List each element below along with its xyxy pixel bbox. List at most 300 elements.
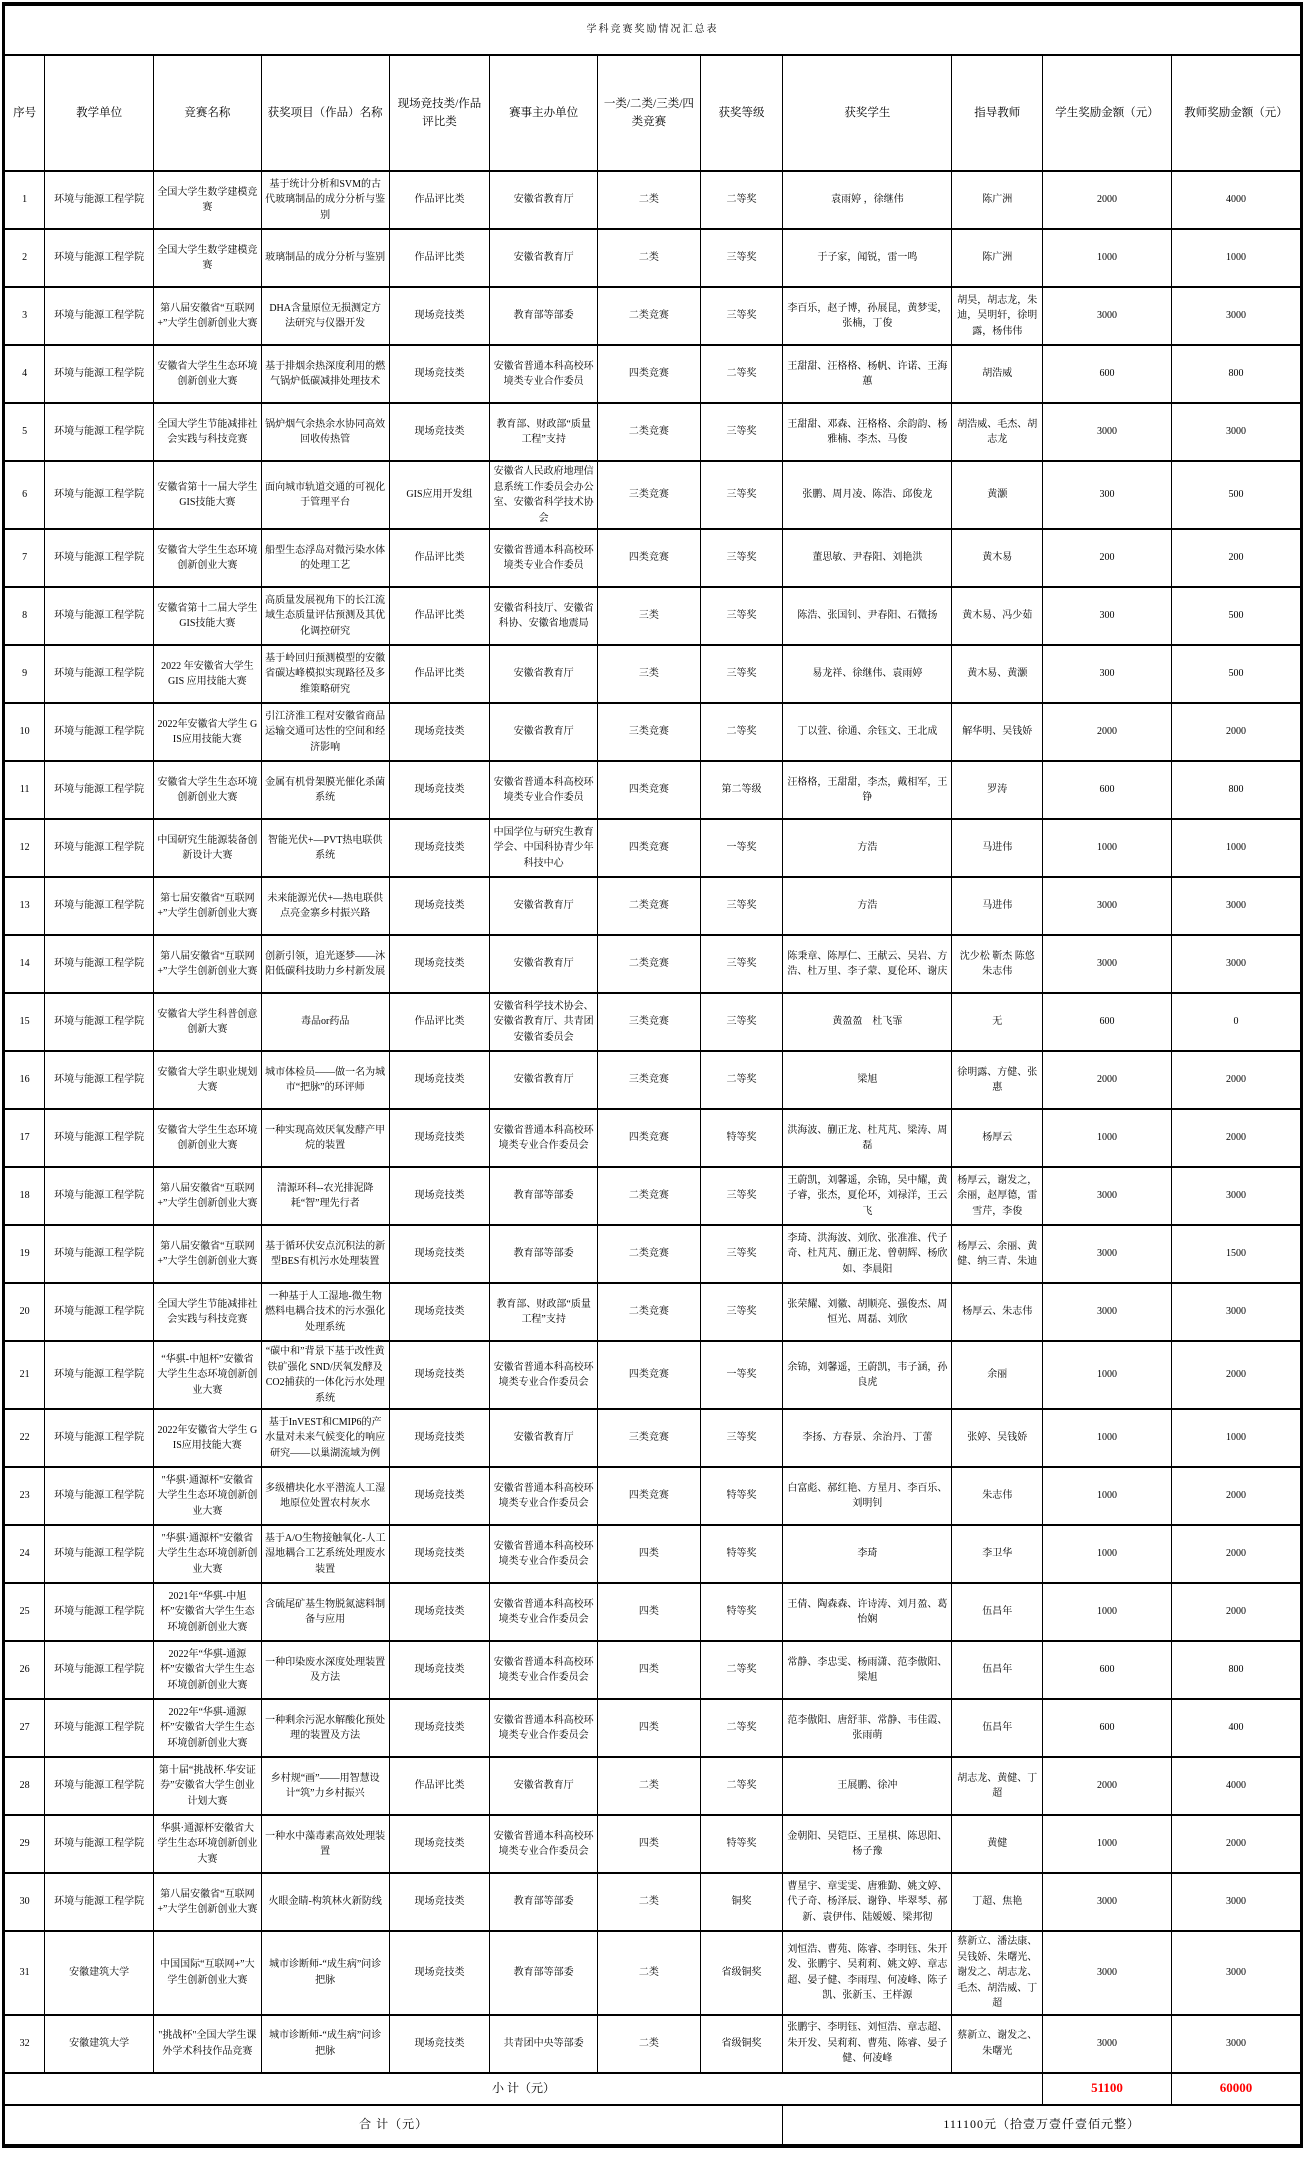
cell-student-amount: 2000: [1043, 1051, 1172, 1109]
cell-seq: 18: [5, 1167, 45, 1225]
table-row: [5, 403, 1301, 461]
table-row: [5, 287, 1301, 345]
cell-seq: 19: [5, 1225, 45, 1283]
cell-students: 梁旭: [783, 1051, 952, 1109]
cell-teachers: 蔡新立、潘法康、吴钱娇、朱曙光、谢发之、胡志龙、毛杰、胡浩威、丁超: [952, 1931, 1043, 2015]
cell-student-amount: 2000: [1043, 1757, 1172, 1815]
table-row: [5, 1051, 1301, 1109]
col-organizer: 赛事主办单位: [490, 55, 598, 171]
cell-unit: 环境与能源工程学院: [45, 403, 154, 461]
cell-level: 铜奖: [700, 1873, 783, 1931]
cell-teacher-amount: 1000: [1171, 819, 1300, 877]
table-row: [5, 877, 1301, 935]
cell-organizer: 教育部等部委: [490, 287, 598, 345]
cell-competition: 安徽省大学生职业规划大赛: [154, 1051, 262, 1109]
cell-students: 陈浩、张国钊、尹春阳、石微扬: [783, 587, 952, 645]
cell-level: 二等奖: [700, 703, 783, 761]
cell-seq: 15: [5, 993, 45, 1051]
cell-students: 洪海波、蒯正龙、杜芃芃、梁涛、周磊: [783, 1109, 952, 1167]
col-seq: 序号: [5, 55, 45, 171]
cell-format: GIS应用开发组: [389, 461, 490, 529]
col-student-amount: 学生奖励金额（元）: [1043, 55, 1172, 171]
cell-class: 二类: [598, 171, 701, 229]
cell-students: 袁雨婷 ，徐继伟: [783, 171, 952, 229]
cell-level: 特等奖: [700, 1583, 783, 1641]
total-value: 111100元（拾壹万壹仟壹佰元整）: [783, 2105, 1301, 2145]
cell-unit: 环境与能源工程学院: [45, 1699, 154, 1757]
cell-unit: 环境与能源工程学院: [45, 877, 154, 935]
table-row: [5, 761, 1301, 819]
cell-format: 作品评比类: [389, 587, 490, 645]
cell-teacher-amount: 3000: [1171, 1873, 1300, 1931]
cell-organizer: 安徽省教育厅: [490, 935, 598, 993]
cell-teachers: 黄灏: [952, 461, 1043, 529]
cell-format: 现场竞技类: [389, 935, 490, 993]
cell-format: 作品评比类: [389, 171, 490, 229]
cell-seq: 4: [5, 345, 45, 403]
cell-teachers: 杨厚云、朱志伟: [952, 1283, 1043, 1341]
cell-class: 二类: [598, 1931, 701, 2015]
cell-organizer: 安徽省普通本科高校环境类专业合作委员会: [490, 1467, 598, 1525]
cell-class: 二类竞赛: [598, 935, 701, 993]
cell-unit: 环境与能源工程学院: [45, 345, 154, 403]
cell-teachers: 李卫华: [952, 1525, 1043, 1583]
cell-seq: 9: [5, 645, 45, 703]
cell-teachers: 余丽: [952, 1341, 1043, 1409]
cell-unit: 环境与能源工程学院: [45, 935, 154, 993]
table-row: [5, 2015, 1301, 2073]
cell-students: 白富彪、郝红艳、方星月、李百乐、刘明钊: [783, 1467, 952, 1525]
cell-students: 常静、李忠雯、杨雨潇、范李傲阳、梁旭: [783, 1641, 952, 1699]
cell-seq: 6: [5, 461, 45, 529]
cell-format: 现场竞技类: [389, 761, 490, 819]
cell-student-amount: 1000: [1043, 819, 1172, 877]
cell-competition: 第十届“挑战杯.华安证券”安徽省大学生创业计划大赛: [154, 1757, 262, 1815]
cell-competition: "华骐·通源杯"安徽省大学生生态环境创新创业大赛: [154, 1467, 262, 1525]
cell-students: 王倩、陶森森、许诗涛、刘月盈、葛怡娴: [783, 1583, 952, 1641]
cell-level: 特等奖: [700, 1525, 783, 1583]
cell-organizer: 安徽省普通本科高校环境类专业合作委员: [490, 345, 598, 403]
cell-students: 范李傲阳、唐舒菲、常静、韦佳霞、张雨萌: [783, 1699, 952, 1757]
cell-organizer: 安徽省人民政府地理信息系统工作委员会办公室、安徽省科学技术协会: [490, 461, 598, 529]
cell-class: 二类竞赛: [598, 877, 701, 935]
cell-teachers: 沈少松 靳杰 陈悠 朱志伟: [952, 935, 1043, 993]
cell-project: 基于循环伏安点沉积法的新型BES有机污水处理装置: [261, 1225, 389, 1283]
cell-class: 三类: [598, 587, 701, 645]
cell-competition: 2022年“华骐-通源杯”安徽省大学生生态环境创新创业大赛: [154, 1641, 262, 1699]
cell-class: 四类竞赛: [598, 1467, 701, 1525]
cell-seq: 3: [5, 287, 45, 345]
cell-teachers: 胡浩威、毛杰、胡志龙: [952, 403, 1043, 461]
cell-seq: 28: [5, 1757, 45, 1815]
cell-format: 现场竞技类: [389, 877, 490, 935]
cell-competition: 中国研究生能源装备创新设计大赛: [154, 819, 262, 877]
cell-teacher-amount: 800: [1171, 345, 1300, 403]
cell-organizer: 安徽省普通本科高校环境类专业合作委员: [490, 761, 598, 819]
cell-teacher-amount: 3000: [1171, 2015, 1300, 2073]
cell-competition: 安徽省大学生科普创意创新大赛: [154, 993, 262, 1051]
cell-seq: 23: [5, 1467, 45, 1525]
col-students: 获奖学生: [783, 55, 952, 171]
cell-teachers: 马进伟: [952, 877, 1043, 935]
cell-teacher-amount: 4000: [1171, 171, 1300, 229]
cell-teacher-amount: 500: [1171, 461, 1300, 529]
cell-class: 二类: [598, 1757, 701, 1815]
cell-format: 现场竞技类: [389, 1409, 490, 1467]
cell-class: 三类竞赛: [598, 1409, 701, 1467]
cell-seq: 8: [5, 587, 45, 645]
cell-student-amount: 1000: [1043, 1409, 1172, 1467]
cell-student-amount: 1000: [1043, 1341, 1172, 1409]
cell-student-amount: 1000: [1043, 1467, 1172, 1525]
cell-students: 刘恒浩、曹苑、陈睿、李明钰、朱开发、张鹏宇、吴莉莉、姚文婷、章志超、晏子健、李雨珵、何凌峰、陈子凯、张新玉、王样源: [783, 1931, 952, 2015]
cell-unit: 环境与能源工程学院: [45, 229, 154, 287]
cell-format: 现场竞技类: [389, 1167, 490, 1225]
subtotal-student-amount: 51100: [1043, 2073, 1172, 2105]
cell-organizer: 安徽省普通本科高校环境类专业合作委员会: [490, 1699, 598, 1757]
cell-competition: 2022 年安徽省大学生 GIS 应用技能大赛: [154, 645, 262, 703]
cell-project: 未来能源光伏+—热电联供点亮金寨乡村振兴路: [261, 877, 389, 935]
cell-level: 三等奖: [700, 529, 783, 587]
cell-seq: 29: [5, 1815, 45, 1873]
cell-unit: 环境与能源工程学院: [45, 819, 154, 877]
cell-project: 城市诊断师-“成生病”问诊把脉: [261, 1931, 389, 2015]
cell-level: 三等奖: [700, 287, 783, 345]
cell-unit: 环境与能源工程学院: [45, 1641, 154, 1699]
cell-project: DHA含量原位无损测定方法研究与仪器开发: [261, 287, 389, 345]
cell-students: 张鹏、周月凌、陈浩、邱俊龙: [783, 461, 952, 529]
cell-student-amount: 600: [1043, 761, 1172, 819]
cell-project: 城市诊断师-“成生病”问诊把脉: [261, 2015, 389, 2073]
cell-class: 二类: [598, 2015, 701, 2073]
summary-table: [4, 4, 1301, 2146]
cell-format: 现场竞技类: [389, 403, 490, 461]
cell-level: 二等奖: [700, 171, 783, 229]
cell-seq: 27: [5, 1699, 45, 1757]
cell-format: 现场竞技类: [389, 345, 490, 403]
cell-unit: 环境与能源工程学院: [45, 1467, 154, 1525]
table-header-row: [5, 55, 1301, 171]
cell-competition: 第八届安徽省“互联网+”大学生创新创业大赛: [154, 287, 262, 345]
cell-class: 三类: [598, 645, 701, 703]
cell-seq: 5: [5, 403, 45, 461]
cell-organizer: 安徽省普通本科高校环境类专业合作委员: [490, 529, 598, 587]
cell-competition: 安徽省大学生生态环境创新创业大赛: [154, 529, 262, 587]
cell-teacher-amount: 3000: [1171, 403, 1300, 461]
cell-unit: 环境与能源工程学院: [45, 703, 154, 761]
cell-class: 四类: [598, 1815, 701, 1873]
cell-teachers: 黄木易、冯少茹: [952, 587, 1043, 645]
cell-student-amount: 1000: [1043, 1109, 1172, 1167]
cell-organizer: 安徽省教育厅: [490, 877, 598, 935]
cell-teachers: 陈广洲: [952, 171, 1043, 229]
cell-format: 现场竞技类: [389, 703, 490, 761]
cell-organizer: 共青团中央等部委: [490, 2015, 598, 2073]
cell-class: 四类: [598, 1525, 701, 1583]
total-label: 合 计（元）: [5, 2105, 783, 2145]
cell-student-amount: 2000: [1043, 171, 1172, 229]
cell-unit: 环境与能源工程学院: [45, 1341, 154, 1409]
cell-level: 二等奖: [700, 1757, 783, 1815]
cell-teacher-amount: 3000: [1171, 1283, 1300, 1341]
cell-teacher-amount: 400: [1171, 1699, 1300, 1757]
cell-project: 金属有机骨架膜光催化杀菌系统: [261, 761, 389, 819]
cell-organizer: 中国学位与研究生教育学会、中国科协青少年科技中心: [490, 819, 598, 877]
cell-organizer: 安徽省普通本科高校环境类专业合作委员会: [490, 1109, 598, 1167]
cell-format: 现场竞技类: [389, 1225, 490, 1283]
col-class: 一类/二类/三类/四类竞赛: [598, 55, 701, 171]
cell-teachers: 伍昌年: [952, 1583, 1043, 1641]
cell-seq: 17: [5, 1109, 45, 1167]
table-row: [5, 1409, 1301, 1467]
cell-teachers: 杨厚云，谢发之，余丽，赵厚德，雷雪芹，李俊: [952, 1167, 1043, 1225]
cell-organizer: 安徽省教育厅: [490, 229, 598, 287]
cell-format: 现场竞技类: [389, 1873, 490, 1931]
cell-seq: 2: [5, 229, 45, 287]
col-teacher-amount: 教师奖励金额（元）: [1171, 55, 1300, 171]
cell-seq: 14: [5, 935, 45, 993]
cell-level: 三等奖: [700, 403, 783, 461]
cell-level: 省级铜奖: [700, 2015, 783, 2073]
cell-format: 现场竞技类: [389, 1109, 490, 1167]
cell-teacher-amount: 200: [1171, 529, 1300, 587]
cell-competition: 第七届安徽省“互联网+”大学生创新创业大赛: [154, 877, 262, 935]
cell-unit: 环境与能源工程学院: [45, 1051, 154, 1109]
cell-unit: 环境与能源工程学院: [45, 993, 154, 1051]
cell-competition: 全国大学生数学建模竞赛: [154, 171, 262, 229]
table-row: [5, 229, 1301, 287]
cell-teachers: 丁超、焦艳: [952, 1873, 1043, 1931]
cell-level: 三等奖: [700, 229, 783, 287]
cell-project: 乡村规“画”——用智慧设计“筑”力乡村振兴: [261, 1757, 389, 1815]
table-row: [5, 461, 1301, 529]
cell-unit: 环境与能源工程学院: [45, 1283, 154, 1341]
cell-students: 张荣耀、刘徽、胡顺亮、强俊杰、周恒光、周磊、刘欣: [783, 1283, 952, 1341]
cell-class: 三类竞赛: [598, 993, 701, 1051]
cell-teacher-amount: 500: [1171, 587, 1300, 645]
cell-student-amount: 3000: [1043, 935, 1172, 993]
cell-student-amount: 3000: [1043, 1283, 1172, 1341]
summary-sheet: [2, 2, 1303, 2148]
table-row: [5, 703, 1301, 761]
cell-students: 李琦、洪海波、刘欣、张准准、代子奇、杜芃芃、蒯正龙、曾朝辉、杨欣如、李晨阳: [783, 1225, 952, 1283]
cell-student-amount: 2000: [1043, 703, 1172, 761]
cell-project: 创新引领，追光逐梦——沐阳低碳科技助力乡村新发展: [261, 935, 389, 993]
cell-organizer: 安徽省科技厅、安徽省科协、安徽省地震局: [490, 587, 598, 645]
cell-students: 黄盈盈 杜飞霏: [783, 993, 952, 1051]
cell-student-amount: 300: [1043, 645, 1172, 703]
cell-teacher-amount: 2000: [1171, 1525, 1300, 1583]
cell-unit: 环境与能源工程学院: [45, 1109, 154, 1167]
table-row: [5, 171, 1301, 229]
cell-competition: 2021年“华骐-中旭杯”安徽省大学生生态环境创新创业大赛: [154, 1583, 262, 1641]
cell-format: 作品评比类: [389, 993, 490, 1051]
cell-project: 多级槽块化水平潜流人工湿地原位处置农村灰水: [261, 1467, 389, 1525]
cell-seq: 30: [5, 1873, 45, 1931]
cell-project: 一种水中藻毒素高效处理装置: [261, 1815, 389, 1873]
cell-competition: 全国大学生数学建模竞赛: [154, 229, 262, 287]
cell-level: 三等奖: [700, 877, 783, 935]
cell-seq: 16: [5, 1051, 45, 1109]
cell-organizer: 安徽省普通本科高校环境类专业合作委员会: [490, 1341, 598, 1409]
table-row: [5, 819, 1301, 877]
cell-format: 现场竞技类: [389, 1931, 490, 2015]
cell-level: 二等奖: [700, 1051, 783, 1109]
subtotal-row: [5, 2073, 1301, 2105]
cell-teacher-amount: 3000: [1171, 287, 1300, 345]
cell-level: 第二等级: [700, 761, 783, 819]
cell-student-amount: 3000: [1043, 403, 1172, 461]
cell-teacher-amount: 1500: [1171, 1225, 1300, 1283]
cell-project: 一种印染废水深度处理装置及方法: [261, 1641, 389, 1699]
cell-organizer: 教育部等部委: [490, 1167, 598, 1225]
cell-teachers: 朱志伟: [952, 1467, 1043, 1525]
cell-teachers: 伍昌年: [952, 1699, 1043, 1757]
table-row: [5, 1757, 1301, 1815]
cell-seq: 21: [5, 1341, 45, 1409]
cell-organizer: 安徽省科学技术协会、安徽省教育厅、共青团安徽省委员会: [490, 993, 598, 1051]
cell-students: 李琦: [783, 1525, 952, 1583]
cell-unit: 环境与能源工程学院: [45, 1583, 154, 1641]
cell-seq: 10: [5, 703, 45, 761]
cell-format: 作品评比类: [389, 529, 490, 587]
cell-organizer: 安徽省教育厅: [490, 1409, 598, 1467]
cell-level: 三等奖: [700, 1283, 783, 1341]
cell-format: 作品评比类: [389, 229, 490, 287]
cell-competition: 2022年安徽省大学生 GIS应用技能大赛: [154, 703, 262, 761]
cell-format: 现场竞技类: [389, 1699, 490, 1757]
cell-student-amount: 3000: [1043, 1167, 1172, 1225]
cell-level: 二等奖: [700, 345, 783, 403]
page-title: 学科竞赛奖励情况汇总表: [5, 5, 1301, 55]
title-row: [5, 5, 1301, 55]
cell-organizer: 安徽省教育厅: [490, 171, 598, 229]
cell-students: 易龙祥、徐继伟、袁雨婷: [783, 645, 952, 703]
cell-class: 三类竞赛: [598, 1051, 701, 1109]
cell-student-amount: 3000: [1043, 2015, 1172, 2073]
cell-unit: 安徽建筑大学: [45, 2015, 154, 2073]
cell-class: 二类竞赛: [598, 1225, 701, 1283]
table-row: [5, 1583, 1301, 1641]
col-teachers: 指导教师: [952, 55, 1043, 171]
cell-competition: “华骐-中旭杯”安徽省大学生生态环境创新创业大赛: [154, 1341, 262, 1409]
cell-project: 锅炉烟气余热余水协同高效回收传热管: [261, 403, 389, 461]
cell-students: 金朝阳、吴铠臣、王星棋、陈思阳、杨子豫: [783, 1815, 952, 1873]
cell-students: 曹星宇、章雯雯、唐雅勤、姚文婷、代子奇、杨泽辰、谢铮、毕翠琴、郝新、袁伊伟、陆嫒嫒、梁邦彻: [783, 1873, 952, 1931]
cell-students: 李扬、方春景、余治丹、丁蕾: [783, 1409, 952, 1467]
cell-level: 特等奖: [700, 1109, 783, 1167]
cell-class: 二类竞赛: [598, 1283, 701, 1341]
cell-teachers: 胡昊，胡志龙，朱迪，吴明轩，徐明露，杨伟伟: [952, 287, 1043, 345]
cell-class: 二类: [598, 1873, 701, 1931]
cell-competition: 第八届安徽省“互联网+”大学生创新创业大赛: [154, 1167, 262, 1225]
cell-student-amount: 300: [1043, 461, 1172, 529]
cell-teachers: 解华明、吴钱娇: [952, 703, 1043, 761]
cell-project: 基于岭回归预测模型的安徽省碳达峰模拟实现路径及多维策略研究: [261, 645, 389, 703]
col-format: 现场竞技类/作品评比类: [389, 55, 490, 171]
cell-teacher-amount: 2000: [1171, 703, 1300, 761]
cell-organizer: 安徽省普通本科高校环境类专业合作委员会: [490, 1641, 598, 1699]
cell-organizer: 教育部、财政部“质量工程”支持: [490, 1283, 598, 1341]
table-row: [5, 1815, 1301, 1873]
cell-unit: 环境与能源工程学院: [45, 1409, 154, 1467]
cell-competition: 安徽省第十一届大学生GIS技能大赛: [154, 461, 262, 529]
cell-project: 一种基于人工湿地-微生物燃料电耦合技术的污水强化处理系统: [261, 1283, 389, 1341]
cell-teacher-amount: 1000: [1171, 1409, 1300, 1467]
cell-level: 二等奖: [700, 1699, 783, 1757]
cell-unit: 环境与能源工程学院: [45, 761, 154, 819]
subtotal-teacher-amount: 60000: [1171, 2073, 1300, 2105]
cell-project: 一种实现高效厌氧发酵产甲烷的装置: [261, 1109, 389, 1167]
cell-seq: 1: [5, 171, 45, 229]
cell-format: 现场竞技类: [389, 1525, 490, 1583]
cell-level: 特等奖: [700, 1467, 783, 1525]
cell-competition: 2022年安徽省大学生 GIS应用技能大赛: [154, 1409, 262, 1467]
cell-format: 现场竞技类: [389, 287, 490, 345]
cell-seq: 7: [5, 529, 45, 587]
cell-class: 四类: [598, 1583, 701, 1641]
cell-level: 三等奖: [700, 935, 783, 993]
cell-students: 张鹏宇、李明钰、刘恒浩、章志超、朱开发、吴莉莉、曹苑、陈睿、晏子健、何凌峰: [783, 2015, 952, 2073]
cell-level: 一等奖: [700, 819, 783, 877]
cell-student-amount: 1000: [1043, 1815, 1172, 1873]
table-row: [5, 645, 1301, 703]
cell-seq: 31: [5, 1931, 45, 2015]
cell-students: 汪格格，王甜甜，李杰，戴相军，王铮: [783, 761, 952, 819]
cell-class: 二类竞赛: [598, 287, 701, 345]
cell-class: 四类: [598, 1699, 701, 1757]
cell-class: 四类竞赛: [598, 1109, 701, 1167]
table-row: [5, 345, 1301, 403]
cell-organizer: 教育部等部委: [490, 1225, 598, 1283]
cell-student-amount: 1000: [1043, 1583, 1172, 1641]
cell-project: 基于排烟余热深度利用的燃气锅炉低碳减排处理技术: [261, 345, 389, 403]
cell-teachers: 罗涛: [952, 761, 1043, 819]
cell-format: 作品评比类: [389, 1757, 490, 1815]
cell-teacher-amount: 3000: [1171, 877, 1300, 935]
cell-teachers: 伍昌年: [952, 1641, 1043, 1699]
cell-teacher-amount: 500: [1171, 645, 1300, 703]
cell-competition: 中国国际“互联网+”大学生创新创业大赛: [154, 1931, 262, 2015]
cell-competition: 第八届安徽省“互联网+”大学生创新创业大赛: [154, 935, 262, 993]
cell-teacher-amount: 2000: [1171, 1051, 1300, 1109]
cell-class: 四类竞赛: [598, 761, 701, 819]
cell-seq: 25: [5, 1583, 45, 1641]
cell-teacher-amount: 800: [1171, 761, 1300, 819]
cell-teacher-amount: 0: [1171, 993, 1300, 1051]
cell-students: 方浩: [783, 877, 952, 935]
cell-student-amount: 3000: [1043, 1931, 1172, 2015]
cell-class: 二类: [598, 229, 701, 287]
cell-project: 城市体检员——做一名为城市“把脉”的环评师: [261, 1051, 389, 1109]
cell-class: 三类竞赛: [598, 703, 701, 761]
cell-seq: 11: [5, 761, 45, 819]
cell-level: 三等奖: [700, 1409, 783, 1467]
cell-teacher-amount: 2000: [1171, 1815, 1300, 1873]
cell-teacher-amount: 3000: [1171, 935, 1300, 993]
cell-unit: 环境与能源工程学院: [45, 287, 154, 345]
cell-students: 陈秉章、陈厚仁、王献云、吴岩、方浩、杜万里、李子蒙、夏伦环、谢庆: [783, 935, 952, 993]
table-row: [5, 1109, 1301, 1167]
cell-project: 基于统计分析和SVM的古代玻璃制品的成分分析与鉴别: [261, 171, 389, 229]
table-row: [5, 1641, 1301, 1699]
cell-level: 二等奖: [700, 1641, 783, 1699]
cell-unit: 环境与能源工程学院: [45, 587, 154, 645]
cell-organizer: 教育部、财政部“质量工程”支持: [490, 403, 598, 461]
cell-teachers: 蔡新立、谢发之、朱曙光: [952, 2015, 1043, 2073]
table-row: [5, 1167, 1301, 1225]
cell-project: 基于InVEST和CMIP6的产水量对未来气候变化的响应研究——以巢湖流域为例: [261, 1409, 389, 1467]
